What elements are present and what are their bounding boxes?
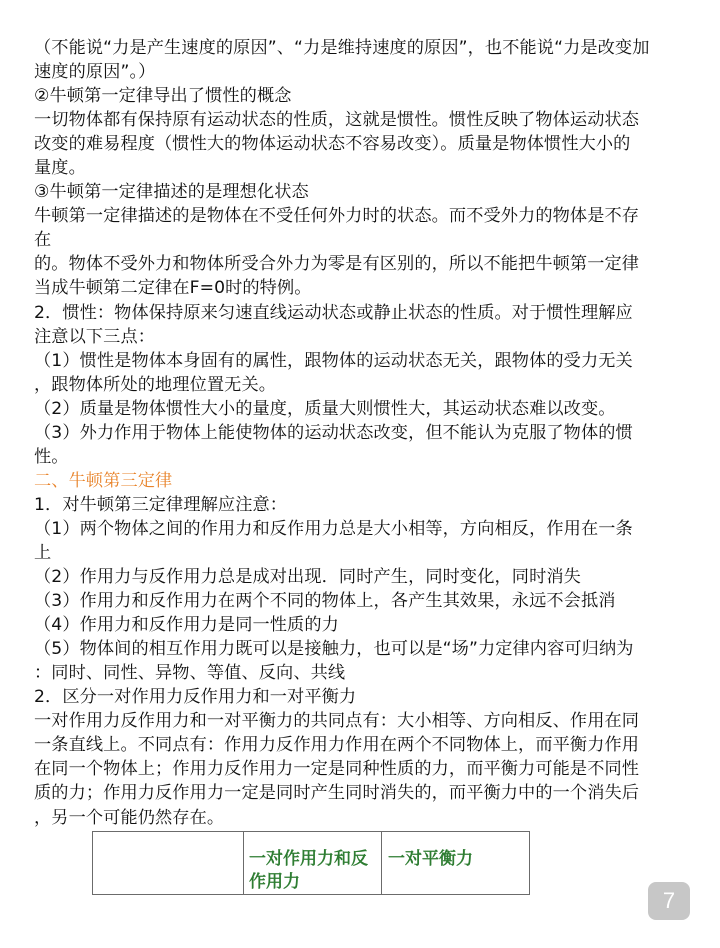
- comparison-table: [92, 831, 530, 895]
- text-line: 1．对牛顿第三定律理解应注意：: [34, 494, 288, 515]
- text-line: 性。: [34, 446, 69, 467]
- subheading-line: ②牛顿第一定律导出了惯性的概念: [34, 86, 292, 107]
- list-item: （2）作用力与反作用力总是成对出现．同时产生，同时变化，同时消失: [34, 567, 581, 588]
- list-item: （2）质量是物体惯性大小的量度，质量大则惯性大，其运动状态难以改变。: [34, 398, 616, 419]
- table-header-cell-action-reaction: 一对作用力和反作用力: [244, 832, 382, 895]
- text-line: 当成牛顿第二定律在F=0时的特例。: [34, 278, 312, 299]
- list-item: （4）作用力和反作用力是同一性质的力: [34, 615, 339, 636]
- text-line: ，跟物体所处的地理位置无关。: [34, 374, 277, 395]
- text-line: （不能说“力是产生速度的原因”、“力是维持速度的原因”，也不能说“力是改变加: [34, 38, 650, 58]
- text-line: 量度。: [34, 158, 86, 179]
- list-item: （1）惯性是物体本身固有的属性，跟物体的运动状态无关，跟物体的受力无关: [34, 350, 633, 371]
- text-line: 的。物体不受外力和物体所受合外力为零是有区别的，所以不能把牛顿第一定律: [34, 254, 640, 275]
- table-header-cell-balanced-forces: 一对平衡力: [382, 832, 530, 895]
- subheading-line: ③牛顿第一定律描述的是理想化状态: [34, 182, 309, 203]
- section-heading: 二、牛顿第三定律: [34, 470, 173, 491]
- text-line: 质的力；作用力反作用力一定是同时产生同时消失的，而平衡力中的一个消失后: [34, 783, 640, 804]
- text-line: ：同时、同性、异物、等值、反向、共线: [34, 663, 346, 684]
- table-header-cell-empty: [93, 832, 244, 895]
- text-line: 在同一个物体上；作用力反作用力一定是同种性质的力，而平衡力可能是不同性: [34, 759, 640, 780]
- text-line: 速度的原因”。）: [34, 62, 156, 83]
- list-item: （3）外力作用于物体上能使物体的运动状态改变，但不能认为克服了物体的惯: [34, 422, 633, 443]
- text-line: ，另一个可能仍然存在。: [34, 807, 225, 828]
- text-line: 牛顿第一定律描述的是物体在不受任何外力时的状态。而不受外力的物体是不存: [34, 206, 640, 227]
- text-line: 2．惯性：物体保持原来匀速直线运动状态或静止状态的性质。对于惯性理解应: [34, 302, 633, 323]
- text-line: 一切物体都有保持原有运动状态的性质，这就是惯性。惯性反映了物体运动状态: [34, 110, 640, 131]
- text-line: 改变的难易程度（惯性大的物体运动状态不容易改变）。质量是物体惯性大小的: [34, 134, 631, 155]
- table-header-row: [93, 832, 530, 895]
- document-body: [34, 36, 690, 830]
- text-line: 在: [34, 230, 52, 251]
- text-line: 一对作用力反作用力和一对平衡力的共同点有：大小相等、方向相反、作用在同: [34, 711, 640, 732]
- list-item: （1）两个物体之间的作用力和反作用力总是大小相等，方向相反，作用在一条: [34, 518, 633, 539]
- page-number-badge: 7: [648, 882, 690, 920]
- text-line: 2．区分一对作用力反作用力和一对平衡力: [34, 687, 357, 708]
- text-line: 注意以下三点：: [34, 326, 156, 347]
- list-item: （3）作用力和反作用力在两个不同的物体上，各产生其效果，永远不会抵消: [34, 591, 616, 612]
- list-item: （5）物体间的相互作用力既可以是接触力，也可以是“场”力定律内容可归纳为: [34, 639, 634, 660]
- text-line: 上: [34, 542, 52, 563]
- text-line: 一条直线上。不同点有：作用力反作用力作用在两个不同物体上，而平衡力作用: [34, 735, 640, 756]
